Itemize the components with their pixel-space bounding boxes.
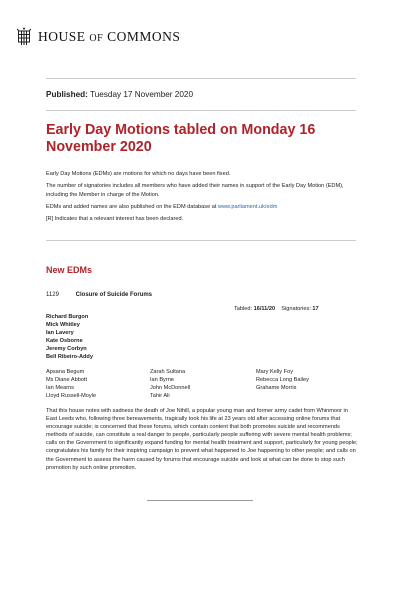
sponsor-name: Kate Osborne <box>46 338 83 345</box>
motion-text: That this house notes with sadness the death of Joe Nihill, a popular young man and former army cadet from Whinmoor in East Leeds who, following three bereavements, tragically took his life at 23 years old after accessing online forums that encourage suicide; is concerned that these forums, which contain content that both promotes suicide and recommends methods of suicide, can constitute a real danger to people, particularly people suffering with severe mental health problems; calls on the Government to significantly expand funding for mental health treatment and support, particularly for young people; congratulates his family for their inspiring campaign to prevent what happened to Joe happening to other people; and calls on the Government to assess the harm caused by forums that encourage suicide and look at what can be done to stop such promotion by such online promotion. <box>46 408 358 471</box>
sponsor-name: Mick Whitley <box>46 322 80 329</box>
published-date: Tuesday 17 November 2020 <box>90 90 194 99</box>
supporter-name: Mary Kelly Foy <box>256 369 293 375</box>
motion-heading <box>46 292 152 298</box>
motion-title: Closure of Suicide Forums <box>75 292 153 298</box>
intro-paragraph: Early Day Motions (EDMs) are motions for which no days have been fixed. <box>46 171 231 177</box>
supporter-name: Grahame Morris <box>256 385 297 392</box>
portcullis-icon <box>16 27 32 47</box>
supporter-name: Apsana Begum <box>46 369 85 375</box>
published-line <box>46 90 193 99</box>
supporters-column <box>150 368 190 400</box>
signatories-label: Signatories: <box>281 306 311 312</box>
tabled-date: 16/11/20 <box>253 306 276 312</box>
supporter-name: Ian Byrne <box>150 377 174 384</box>
supporter-name: John McDonnell <box>150 385 191 392</box>
supporter-name: Ms Diane Abbott <box>46 377 88 384</box>
motion-number: 1129 <box>46 292 59 298</box>
divider-top <box>46 78 356 79</box>
supporter-name: Lloyd Russell-Moyle <box>46 393 97 400</box>
signatories-count: 17 <box>312 306 319 312</box>
sponsor-name: Ian Lavery <box>46 330 74 337</box>
divider-bottom <box>147 500 253 501</box>
supporter-name: Rebecca Long Bailey <box>256 377 309 384</box>
supporters-column <box>256 368 309 392</box>
parliament-logo <box>16 26 180 48</box>
sponsor-name: Bell Ribeiro-Addy <box>46 354 93 361</box>
section-title: New EDMs <box>46 265 93 275</box>
intro-paragraph: The number of signatories includes all members who have added their names in support of the Early Day Motion (EDM), including the Member in charge of the Motion. <box>46 183 344 198</box>
sponsors-list <box>46 313 93 362</box>
tabled-label: Tabled: <box>234 306 253 312</box>
intro-notes <box>46 170 356 227</box>
intro-paragraph: [R] Indicates that a relevant interest has been declared. <box>46 216 184 223</box>
published-label: Published: <box>46 90 88 99</box>
sponsor-name: Richard Burgon <box>46 314 89 320</box>
house-of-commons-title: HOUSE OF COMMONS <box>38 29 181 44</box>
motion-meta <box>234 306 319 312</box>
sponsor-name: Jeremy Corbyn <box>46 346 87 353</box>
edm-database-link[interactable]: www.parliament.uk/edm <box>217 203 278 210</box>
supporter-name: Tahir Ali <box>150 393 170 400</box>
divider-mid <box>46 110 356 111</box>
divider-section <box>46 240 356 241</box>
supporters-column <box>46 368 96 400</box>
page-title: Early Day Motions tabled on Monday 16 November 2020 <box>46 122 316 155</box>
intro-paragraph: EDMs and added names are also published on the EDM database at www.parliament.uk/edm <box>46 203 278 210</box>
supporter-name: Ian Mearns <box>46 385 74 392</box>
supporter-name: Zarah Sultana <box>150 369 186 375</box>
